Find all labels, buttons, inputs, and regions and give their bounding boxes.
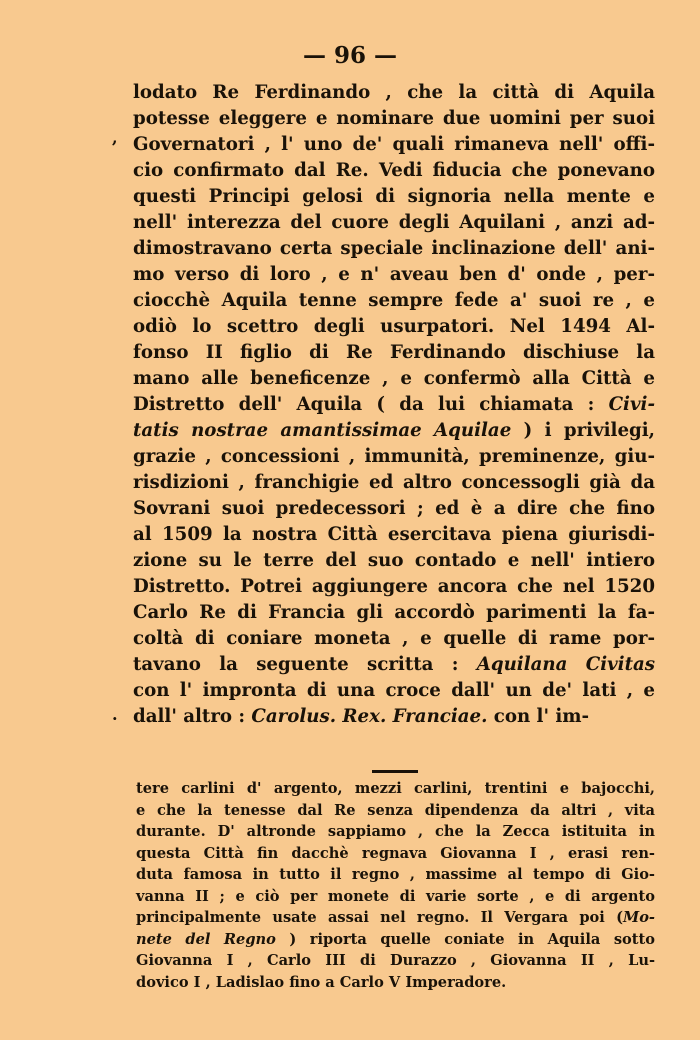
footnote-line: principalmente usate assai nel regno. Il Vergara poi (Mo- [136, 909, 655, 926]
text-line: cio confirmato dal Re. Vedi fiducia che ponevano [133, 160, 655, 181]
margin-mark: , [112, 128, 118, 147]
footnote-line: dovico I , Ladislao fino a Carlo V Imperadore. [136, 973, 507, 991]
text-line: tavano la seguente scritta : Aquilana Civitas [133, 654, 656, 675]
text-line: al 1509 la nostra Città esercitava piena giurisdi- [133, 524, 655, 545]
footnote-line: vanna II ; e ciò per monete di varie sorte , e di argento [136, 887, 655, 905]
margin-mark: . [112, 705, 118, 724]
text-line: ciocchè Aquila tenne sempre fede a' suoi re , e [133, 290, 655, 311]
text-line: questi Principi gelosi di signoria nella mente e [133, 186, 655, 207]
page-number: — 96 — [302, 42, 398, 69]
footnote-line: e che la tenesse dal Re senza dipendenza da altri , vita [136, 801, 655, 819]
text-line: potesse eleggere e nominare due uomini per suoi [133, 108, 655, 129]
text-line: lodato Re Ferdinando , che la città di Aquila [133, 82, 655, 103]
footnote-text [136, 778, 655, 993]
text-line: Distretto dell' Aquila ( da lui chiamata : Civi- [133, 394, 655, 415]
footnote-line: tere carlini d' argento, mezzi carlini, trentini e bajocchi, [136, 780, 655, 797]
footnote-line: nete del Regno ) riporta quelle coniate in Aquila sotto [136, 930, 655, 948]
text-line: Carlo Re di Francia gli accordò parimenti la fa- [133, 602, 655, 623]
footnote-divider [372, 770, 418, 773]
text-line: coltà di coniare moneta , e quelle di rame por- [133, 628, 655, 649]
footnote-line: Giovanna I , Carlo III di Durazzo , Giovanna II , Lu- [136, 952, 655, 969]
text-line: odiò lo scettro degli usurpatori. Nel 1494 Al- [133, 316, 655, 337]
footnote-line: duta famosa in tutto il regno , massime al tempo di Gio- [136, 866, 655, 883]
text-line: Sovrani suoi predecessori ; ed è a dire che fino [133, 498, 655, 519]
text-line: Governatori , l' uno de' quali rimaneva nell' offi- [133, 134, 655, 155]
text-line: fonso II figlio di Re Ferdinando dischiuse la [133, 342, 655, 363]
text-line: mano alle beneficenze , e confermò alla Città e [133, 368, 655, 389]
footnote-line: questa Città fin dacchè regnava Giovanna I , erasi ren- [136, 844, 655, 862]
text-line: grazie , concessioni , immunità, preminenze, giu- [133, 446, 655, 467]
text-line: dimostravano certa speciale inclinazione dell' ani- [133, 238, 655, 259]
text-line: con l' impronta di una croce dall' un de' lati , e [133, 680, 655, 701]
main-text [133, 80, 655, 730]
text-line: dall' altro : Carolus. Rex. Franciae. con l' im- [133, 706, 590, 727]
footnote-line: durante. D' altronde sappiamo , che la Zecca istituita in [136, 823, 655, 840]
text-line: nell' interezza del cuore degli Aquilani , anzi ad- [133, 212, 655, 233]
text-line: mo verso di loro , e n' aveau ben d' onde , per- [133, 264, 655, 285]
text-line: tatis nostrae amantissimae Aquilae ) i privilegi, [133, 420, 655, 441]
text-line: Distretto. Potrei aggiungere ancora che nel 1520 [133, 576, 655, 597]
text-line: zione su le terre del suo contado e nell' intiero [133, 550, 655, 571]
text-line: risdizioni , franchigie ed altro concessogli già da [133, 472, 655, 493]
